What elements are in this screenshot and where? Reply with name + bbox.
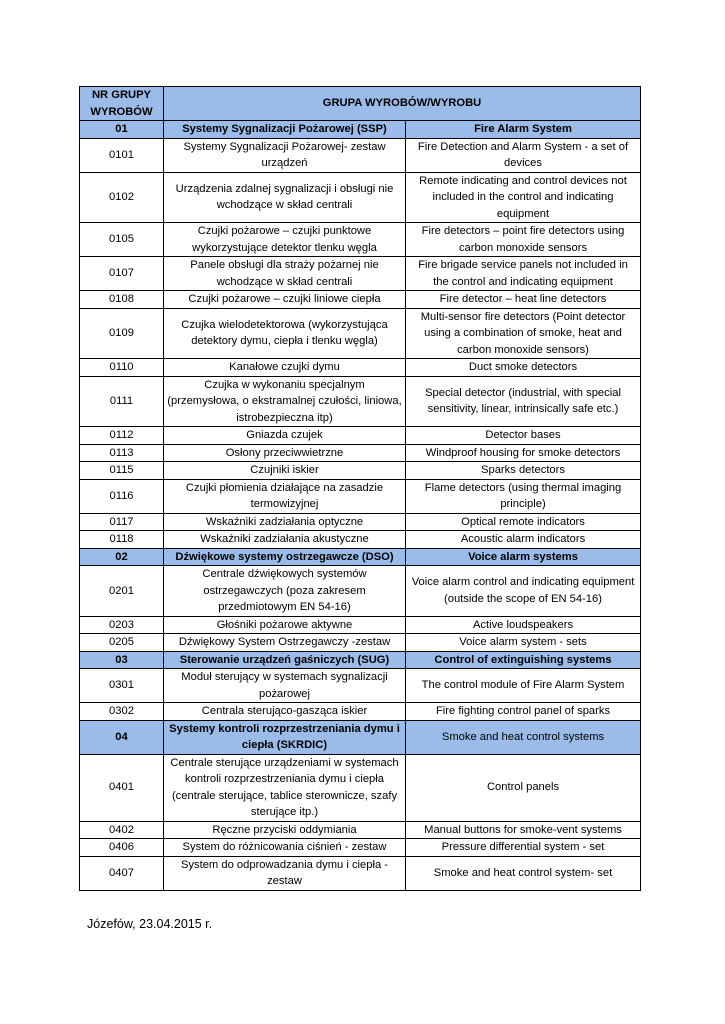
group-name-pl-cell: Kanałowe czujki dymu bbox=[164, 359, 406, 377]
table-row bbox=[80, 531, 641, 549]
table-row bbox=[80, 172, 641, 223]
group-name-pl-cell: System do odprowadzania dymu i ciepła - zestaw bbox=[164, 856, 406, 890]
group-name-en-cell: Fire fighting control panel of sparks bbox=[406, 703, 641, 721]
group-name-en-cell: Acoustic alarm indicators bbox=[406, 531, 641, 549]
section-row bbox=[80, 720, 641, 754]
group-name-pl-cell: Czujka w wykonaniu specjalnym (przemysłowa, o ekstramalnej czułości, liniowa, istrobezpieczna itp) bbox=[164, 376, 406, 427]
group-name-pl-cell: Czujki pożarowe – czujki liniowe ciepła bbox=[164, 291, 406, 309]
table-row bbox=[80, 376, 641, 427]
group-name-en-cell: Special detector (industrial, with special sensitivity, linear, intrinsically safe etc.) bbox=[406, 376, 641, 427]
group-name-pl-cell: Systemy kontroli rozprzestrzeniania dymu i ciepła (SKRDIC) bbox=[164, 720, 406, 754]
group-name-en-cell: Fire Detection and Alarm System - a set of devices bbox=[406, 138, 641, 172]
group-name-en-cell: Windproof housing for smoke detectors bbox=[406, 444, 641, 462]
group-name-pl-cell: Czujki pożarowe – czujki punktowe wykorzystujące detektor tlenku węgla bbox=[164, 223, 406, 257]
group-code-cell: 0203 bbox=[80, 616, 164, 634]
group-name-pl-cell: Osłony przeciwwietrzne bbox=[164, 444, 406, 462]
group-code-cell: 0116 bbox=[80, 479, 164, 513]
group-code-cell: 0105 bbox=[80, 223, 164, 257]
group-name-en-cell: Voice alarm control and indicating equipment (outside the scope of EN 54-16) bbox=[406, 566, 641, 617]
group-code-cell: 0113 bbox=[80, 444, 164, 462]
group-name-pl-cell: Wskaźniki zadziałania akustyczne bbox=[164, 531, 406, 549]
group-name-en-cell: The control module of Fire Alarm System bbox=[406, 669, 641, 703]
group-name-pl-cell: Gniazda czujek bbox=[164, 427, 406, 445]
group-name-en-cell: Multi-sensor fire detectors (Point detector using a combination of smoke, heat and carbon monoxide sensors) bbox=[406, 308, 641, 359]
group-name-en-cell: Duct smoke detectors bbox=[406, 359, 641, 377]
group-name-en-cell: Flame detectors (using thermal imaging principle) bbox=[406, 479, 641, 513]
table-row bbox=[80, 257, 641, 291]
table-row bbox=[80, 138, 641, 172]
group-name-pl-cell: Głośniki pożarowe aktywne bbox=[164, 616, 406, 634]
table-row bbox=[80, 513, 641, 531]
table-row bbox=[80, 444, 641, 462]
group-code-cell: 03 bbox=[80, 651, 164, 669]
group-code-cell: 0118 bbox=[80, 531, 164, 549]
table-row bbox=[80, 754, 641, 821]
group-name-en-cell: Fire detectors – point fire detectors using carbon monoxide sensors bbox=[406, 223, 641, 257]
group-code-cell: 0108 bbox=[80, 291, 164, 309]
group-code-cell: 0109 bbox=[80, 308, 164, 359]
table-row bbox=[80, 359, 641, 377]
table-row bbox=[80, 856, 641, 890]
group-name-pl-cell: System do różnicowania ciśnień - zestaw bbox=[164, 839, 406, 857]
group-name-en-cell: Control panels bbox=[406, 754, 641, 821]
product-groups-table bbox=[79, 86, 641, 891]
group-name-pl-cell: Centrale dźwiękowych systemów ostrzegawczych (poza zakresem przedmiotowym EN 54-16) bbox=[164, 566, 406, 617]
group-name-pl-cell: Centrala sterująco-gasząca iskier bbox=[164, 703, 406, 721]
header-group-number: NR GRUPY WYROBÓW bbox=[80, 87, 164, 121]
header-group-name: GRUPA WYROBÓW/WYROBU bbox=[164, 87, 641, 121]
group-name-en-cell: Sparks detectors bbox=[406, 462, 641, 480]
group-code-cell: 0115 bbox=[80, 462, 164, 480]
group-name-en-cell: Detector bases bbox=[406, 427, 641, 445]
group-name-pl-cell: Dźwiękowe systemy ostrzegawcze (DSO) bbox=[164, 548, 406, 566]
group-name-pl-cell: Systemy Sygnalizacji Pożarowej- zestaw urządzeń bbox=[164, 138, 406, 172]
section-row bbox=[80, 121, 641, 139]
table-row bbox=[80, 839, 641, 857]
group-name-pl-cell: Urządzenia zdalnej sygnalizacji i obsługi nie wchodzące w skład centrali bbox=[164, 172, 406, 223]
group-code-cell: 0302 bbox=[80, 703, 164, 721]
group-name-pl-cell: Czujki płomienia działające na zasadzie termowizyjnej bbox=[164, 479, 406, 513]
group-name-en-cell: Pressure differential system - set bbox=[406, 839, 641, 857]
table-row bbox=[80, 291, 641, 309]
group-code-cell: 0112 bbox=[80, 427, 164, 445]
group-name-en-cell: Optical remote indicators bbox=[406, 513, 641, 531]
group-name-en-cell: Fire detector – heat line detectors bbox=[406, 291, 641, 309]
group-code-cell: 0110 bbox=[80, 359, 164, 377]
group-name-en-cell: Control of extinguishing systems bbox=[406, 651, 641, 669]
group-name-en-cell: Smoke and heat control system- set bbox=[406, 856, 641, 890]
group-name-en-cell: Remote indicating and control devices not included in the control and indicating equipment bbox=[406, 172, 641, 223]
table-row bbox=[80, 821, 641, 839]
table-row bbox=[80, 479, 641, 513]
group-code-cell: 0117 bbox=[80, 513, 164, 531]
table-row bbox=[80, 223, 641, 257]
table-body bbox=[80, 87, 641, 891]
group-name-pl-cell: Systemy Sygnalizacji Pożarowej (SSP) bbox=[164, 121, 406, 139]
group-code-cell: 0201 bbox=[80, 566, 164, 617]
group-code-cell: 0111 bbox=[80, 376, 164, 427]
group-code-cell: 01 bbox=[80, 121, 164, 139]
group-name-pl-cell: Centrale sterujące urządzeniami w systemach kontroli rozprzestrzeniania dymu i ciepła (centrale sterujące, tablice sterownicze, szafy sterujące itp.) bbox=[164, 754, 406, 821]
group-name-en-cell: Fire brigade service panels not included in the control and indicating equipment bbox=[406, 257, 641, 291]
group-code-cell: 0102 bbox=[80, 172, 164, 223]
group-code-cell: 0101 bbox=[80, 138, 164, 172]
table-row bbox=[80, 427, 641, 445]
group-name-en-cell: Active loudspeakers bbox=[406, 616, 641, 634]
group-code-cell: 0407 bbox=[80, 856, 164, 890]
group-name-en-cell: Voice alarm system - sets bbox=[406, 634, 641, 652]
group-code-cell: 0301 bbox=[80, 669, 164, 703]
group-code-cell: 0406 bbox=[80, 839, 164, 857]
table-row bbox=[80, 669, 641, 703]
group-name-en-cell: Smoke and heat control systems bbox=[406, 720, 641, 754]
group-name-pl-cell: Panele obsługi dla straży pożarnej nie wchodzące w skład centrali bbox=[164, 257, 406, 291]
group-code-cell: 04 bbox=[80, 720, 164, 754]
group-name-pl-cell: Czujniki iskier bbox=[164, 462, 406, 480]
group-name-pl-cell: Moduł sterujący w systemach sygnalizacji pożarowej bbox=[164, 669, 406, 703]
section-row bbox=[80, 651, 641, 669]
group-code-cell: 0107 bbox=[80, 257, 164, 291]
table-row bbox=[80, 462, 641, 480]
table-row bbox=[80, 703, 641, 721]
group-code-cell: 02 bbox=[80, 548, 164, 566]
group-name-pl-cell: Ręczne przyciski oddymiania bbox=[164, 821, 406, 839]
table-row bbox=[80, 308, 641, 359]
group-code-cell: 0205 bbox=[80, 634, 164, 652]
group-name-pl-cell: Wskaźniki zadziałania optyczne bbox=[164, 513, 406, 531]
table-row bbox=[80, 634, 641, 652]
section-row bbox=[80, 548, 641, 566]
group-name-pl-cell: Dźwiękowy System Ostrzegawczy -zestaw bbox=[164, 634, 406, 652]
table-row bbox=[80, 616, 641, 634]
group-name-pl-cell: Sterowanie urządzeń gaśniczych (SUG) bbox=[164, 651, 406, 669]
group-code-cell: 0401 bbox=[80, 754, 164, 821]
group-name-en-cell: Fire Alarm System bbox=[406, 121, 641, 139]
table-row bbox=[80, 566, 641, 617]
group-name-en-cell: Voice alarm systems bbox=[406, 548, 641, 566]
group-code-cell: 0402 bbox=[80, 821, 164, 839]
table-header-row bbox=[80, 87, 641, 121]
group-name-pl-cell: Czujka wielodetektorowa (wykorzystująca detektory dymu, ciepła i tlenku węgla) bbox=[164, 308, 406, 359]
group-name-en-cell: Manual buttons for smoke-vent systems bbox=[406, 821, 641, 839]
place-and-date: Józefów, 23.04.2015 r. bbox=[87, 917, 213, 931]
